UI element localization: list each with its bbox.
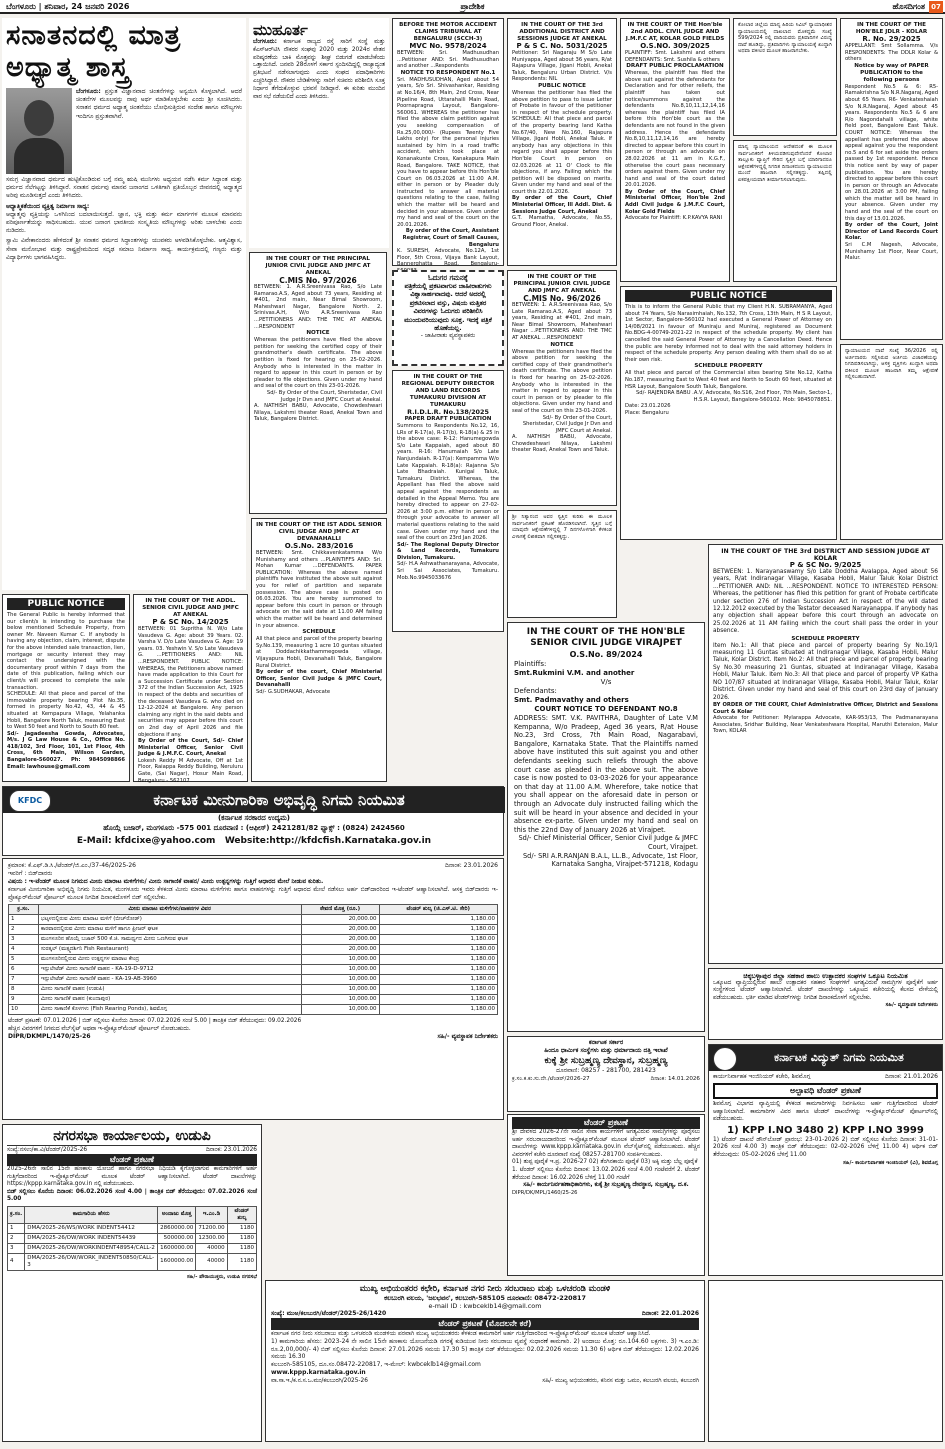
table-cell: 10,000.00 <box>301 1005 379 1015</box>
table-cell: ಭಟ್ಕಳದಲ್ಲಿರುವ ಮೀನು ಮಾರಾಟ ಮಳಿಗೆ (ಬೀಚ್‌ರೋಡ್) <box>38 915 301 925</box>
table-header-cell: ಅಂದಾಜು ಮೊತ್ತ <box>158 1206 196 1223</box>
notice-scc-anekal: IN THE COURT OF THE ADDL. SENIOR CIVIL JUDGE AND JMFC AT ANEKAL P & SC No. 14/2025 BETWEEN: 01 Supritha N. W/o Late Vasudeva G. Age: about 39 Years. 02. Varsha V. D/o Late Vasudeva G. Age: 19 years. 03. Yeshwin V. S/o Late Vasudeva G. ...PETITIONERS AND: NIL ...RESPONDENT. PUBLIC NOTICE: WHEREAS, the Petitioners above named have made application to this Court for a Succession Certificate under Section 372 of the Indian Succession Act, 1925 in respect of the debts and securities of the deceased Vasudeva G. who died on 12-12-2024 at Bangalore. Any person claiming any right in the said debts and securities may appear before this court on 2nd day of April 2026 and file objections if any. By Order of the Court, Sd/- Chief Ministerial Officer, Senior Civil Judge & J.M.F.C. Court, Anekal Lokesh Reddy M Advocate, Off at 1st Floor, Raiappa Reddy Building, Neruluru Gate, (Sai Nagar), Hosur Main Road, Bengaluru - 562107 <box>133 594 248 782</box>
kfdc-table-row <box>9 975 498 985</box>
temple-header: ಕರ್ನಾಟಕ ಸರ್ಕಾರ ಹಿಂದೂ ಧಾರ್ಮಿಕ ಸಂಸ್ಥೆಗಳು ಮತ್ತು ಧರ್ಮಾದಾಯ ದತ್ತಿ ಇಲಾಖೆ ಕುಕ್ಕೆ ಶ್ರೀ ಸುಬ್ರಹ್ಮಣ್ಯ ದೇವಸ್ಥಾನ, ಸುಬ್ರಹ್ಮಣ್ಯ ದೂರವಾಣಿ: 08257 - 281700, 281423 ಕ್ರ.ಸಂ.ಕ.ಕು.ಸು.ದೇ./ಟೆಂಡರ್/2026-27 ದಿನಾಂಕ: 14.01.2026 <box>507 1036 705 1112</box>
table-cell: 10,000.00 <box>301 965 379 975</box>
table-header-cell: ಟೆಂಡರ್ ಶುಲ್ಕ (ಜಿ.ಎಸ್.ಟಿ. ಸೇರಿ) <box>379 905 497 915</box>
table-cell: 1 <box>8 1223 25 1233</box>
paper-name: ಹೊಸದಿಗಂತ <box>892 2 925 11</box>
table-header-cell: ಕ್ರ.ಸಂ. <box>9 905 39 915</box>
kuwsdb-tender: ಮುಖ್ಯ ಅಭಿಯಂತರರ ಕಛೇರಿ, ಕರ್ನಾಟಕ ನಗರ ನೀರು ಸರಬರಾಜು ಮತ್ತು ಒಳಚರಂಡಿ ಮಂಡಳಿ ಕಲಬುರಗಿ ವಲಯ, 'ಜಲಭವನ', ಕಲಬುರಗಿ-585105 ದೂರವಾಣಿ: 08472-220817 e-mail ID : kwbceklb14@gmail.com ಸಂಖ್ಯೆ: ಮುಅ/ಕಲಬುರಗಿ/ಟೆಂಡರ್/2025-26/1420 ದಿನಾಂಕ: 22.01.2026 ಟೆಂಡರ್ ಪ್ರಕಟಣೆ (ಮೊದಲನೇ ಕರೆ) ಕರ್ನಾಟಕ ನಗರ ನೀರು ಸರಬರಾಜು ಮತ್ತು ಒಳಚರಂಡಿ ಮಂಡಳಿಯ ಪರವಾಗಿ ಮುಖ್ಯ ಅಭಿಯಂತರರು ಕೆಳಕಂಡ ಕಾಮಗಾರಿಗೆ ಅರ್ಹ ಗುತ್ತಿಗೆದಾರರಿಂದ ಇ-ಪ್ರೊಕ್ಯೂರ್‌ಮೆಂಟ್ ಮೂಲಕ ಟೆಂಡರ್ ಆಹ್ವಾನಿಸಿದೆ. 1) ಕಾಮಗಾರಿಯ ಹೆಸರು: 2023-24 ನೇ ಸಾಲಿನ 15ನೇ ಹಣಕಾಸು ಯೋಜನೆಯಡಿ ನಗರಕ್ಕೆ ಕುಡಿಯುವ ನೀರು ಸರಬರಾಜು ವ್ಯವಸ್ಥೆ ಸುಧಾರಣೆ ಕಾಮಗಾರಿ. 2) ಅಂದಾಜು ಮೊತ್ತ: ರೂ.104.60 ಲಕ್ಷಗಳು. 3) ಇ.ಎಂ.ಡಿ: ರೂ.2,00,000/- 4) ಬಿಡ್ ಸಲ್ಲಿಸಲು ಕೊನೆಯ ದಿನಾಂಕ: 27.01.2026 ಸಮಯ 17.30 5) ತಾಂತ್ರಿಕ ಬಿಡ್ ತೆರೆಯುವುದು: 02.02.2026 ಸಮಯ 11.30 6) ಆರ್ಥಿಕ ಬಿಡ್ ತೆರೆಯುವುದು: 12.02.2026 ಸಮಯ 16.30 ಕಲಬುರಗಿ-585105, ದೂ.ಸಂ.08472-220817, ಇ-ಮೇಲ್: kwbceklb14@gmail.com www.kppp.karnataka.gov.in ವಾ.ಸಾ.ಇ./ಕ.ನ.ಸ.ಒ.ಮಂ/ಕಲಬುರಗಿ/2025-26 ಸಹಿ/- ಮುಖ್ಯ ಅಭಿಯಂತರರು, ಕನಿನಸ ಮತ್ತು ಒಮಂ, ಕಲಬುರಗಿ ವಲಯ, ಕಲಬುರಗಿ <box>265 1280 705 1442</box>
table-cell: 1,180.00 <box>379 925 497 935</box>
table-cell: 1,180.00 <box>379 1005 497 1015</box>
table-cell: 8 <box>9 985 39 995</box>
kfdc-website[interactable]: Website:http://kfdcfish.Karnataka.gov.in <box>224 836 432 846</box>
table-cell: 1,180.00 <box>379 955 497 965</box>
table-cell: 10 <box>9 1005 39 1015</box>
table-cell: 1180 <box>227 1233 256 1243</box>
notice-virajpet: IN THE COURT OF THE HON'BLE SENIOR CIVIL JUDGE VIRAJPET O.S.No. 89/2024 Plaintiffs: Smt.Rukmini V.M. and another V/s Defendants: Smt. Padmavathy and others COURT NOTICE TO DEFENDANT NO.8 ADDRESS: SMT. V.K. PAVITHRA, Daughter of Late V.M Kempanna, W/o Pradeep, Aged 36 years, R/at House No.23, 3rd Cross, 7th Main Road, Nagarabavi, Bangalore, Karnataka State. That the Plaintiffs named above have instituted this suit against you and other defendants seeking such reliefs through the above court case as pleaded in the above suit. The above case is now posted to 03-03-2026 for your appearance on that day at 11.00 A.M. Wherefore, take notice that you shall appear on the aforesaid date in person or through an Advocate duly instructed failing which the suit will be heard in your absence and decided in your absence ex-parte. Given under my hand and seal on this the 22nd Day of January 2026 at Virajpet. Sd/- Chief Ministerial Officer, Senior Civil Judge & JMFC Court, Virajpet. Sd/- SRI A.R.RANJAN B.A.L, LL.B., Advocate, 1st Floor, Karnataka Sangha, Virajpet-571218, Kodagu <box>507 622 705 1032</box>
table-header-cell: ಇ.ಎಂ.ಡಿ <box>196 1206 227 1223</box>
table-cell: 40000 <box>196 1243 227 1253</box>
table-cell: 7 <box>9 975 39 985</box>
notice-cmis-97: IN THE COURT OF THE PRINCIPAL JUNIOR CIVIL JUDGE AND JMFC AT ANEKAL C.MIS No. 97/2026 BETWEEN: 1. A.R.Sreenivasa Rao, S/o Late Ramarao.A.S, Aged about 73 years, Residing at #401, 2nd main, Near Bimal Showroom, Maheshwari Nagar, Bangalore North. 2. Srinivas.A.H, W/o A.R.Sreenivasa Rao ...PETITIONERS AND: THE TMC AT ANEKAL ...RESPONDENT NOTICE Whereas the petitioners have filed the above petition for seeking the certified copy of their grandmother's death certificate. The above petition is fixed for hearing on 25-02-2026. Anybody who is interested in the matter in regard to appear in this court in person or by pleader to file objections. Given under my hand and seal of the court on this 23-01-2026. Sd/- By Order of the Court, Sheristedar, Civil Judge Jr Dvn and JMFC Court at Anekal. A. NATHISH BABU, Advocate, Chowdeshwari Nilaya, Lakshmi theater Road, Anekal Town and Taluk, Bangalore District. <box>249 252 387 514</box>
table-cell: 2 <box>9 925 39 935</box>
notice-gpa-cancellation: PUBLIC NOTICE This is to inform the General Public that my Client H.N. SUBRAMANYA, Aged about 74 Years, S/o Narasimhaiah, No.132, 7th Cross, 13th Main, H S R Layout, 1st Sector, Bangalore-560102 had executed a General Power of Attorney on 14/08/2021 in favour of Muniraju and Muniraj, registered as Document No.BDG-4-00749-2021-22 in respect of the schedule property. My client has cancelled the said General Power of Attorney by a Cancellation Deed. Hence the public are hereby informed not to deal with the said attorney holders in respect of the schedule property. Any person dealing with them shall do so at their own risk. SCHEDULE PROPERTY All that piece and parcel of the Commercial sites bearing Site No.12, Katha No.187, measuring East to West 40 feet and North to South 60 feet, situated at HSR Layout, Bangalore South Taluk, Bangalore. Sd/- RAJENDRA BABU .A.V, Advocate, No.S16, 2nd Floor, 7th Main, Sector-1, H.S.R. Layout, Bangalore-560102. Mob: 9845078851. Date: 23.01.2026 Place: Bengaluru <box>620 286 837 540</box>
table-cell: DMA/2025-26/OW/WORK_INDENT50850/CALL-3 <box>25 1253 158 1270</box>
table-cell: ಇನ್ಸುಲೇಟೆಡ್ ಮೀನು ಸಾಗಾಣಿಕೆ ವಾಹನ - KA-19-AB-3960 <box>38 975 301 985</box>
table-cell: 1,180.00 <box>379 935 497 945</box>
table-cell: 1180 <box>227 1243 256 1253</box>
kfdc-banner: KFDC ಕರ್ನಾಟಕ ಮೀನುಗಾರಿಕಾ ಅಭಿವೃದ್ಧಿ ನಿಗಮ ನಿಯಮಿತ <box>3 787 505 813</box>
table-cell: 1,180.00 <box>379 915 497 925</box>
kfdc-table-row <box>9 995 498 1005</box>
kpcl-logo-icon <box>713 1047 737 1071</box>
article-body-2: ಸಮಗ್ರ ವಿಜ್ಞಾನವಾದ ಧರ್ಮದ ಹುಟ್ಟಿಕೊಂಡಿರುವ ಬಗ್ಗೆ ನಮ್ಮ ಋಷಿ ಮುನಿಗಳು ಅಧ್ಯಯನ ನಡೆಸಿ ಕರ್ಮ ಸಿದ್ಧಾಂತ ಮತ್ತು ಧರ್ಮದ ನೆಲೆಗಟ್ಟನ್ನು ತಿಳಿಸಿದ್ದಾರೆ. ಸನಾತನ ಧರ್ಮವು ಮಾನವ ಜನಾಂಗದ ಒಳಿತಿಗಾಗಿ ಪ್ರತಿಯೊಬ್ಬರ ಜೀವನದಲ್ಲಿ ಅಧ್ಯಾತ್ಮದ ಅರಿವು ಮೂಡಿಸುತ್ತದೆ ಎಂದು ತಿಳಿಸಿದರು. <box>6 176 242 200</box>
table-cell: ಸುರತ್ಕಲ್ (ಮತ್ಸ್ಯದರ್ಶಿನಿ Fish Restaurant) <box>38 945 301 955</box>
kfdc-table-row <box>9 915 498 925</box>
nagarasabha-udupi: ನಗರಸಭಾ ಕಾರ್ಯಾಲಯ, ಉಡುಪಿ ಸಂಖ್ಯೆ:ನಸಉ/ಕಾ.ವಿ/ಟೆಂಡರ್/2025-26 ದಿನಾಂಕ: 23.01.2026 ಟೆಂಡರ್ ಪ್ರಕಟಣೆ 2025-26ನೇ ಸಾಲಿನ 15ನೇ ಹಣಕಾಸು ಯೋಜನೆ ಹಾಗೂ ನಗರಸಭಾ ನಿಧಿಯಡಿ ಕೈಗೊಳ್ಳಲಾಗುವ ಕಾಮಗಾರಿಗಳಿಗೆ ಅರ್ಹ ಗುತ್ತಿಗೆದಾರರಿಂದ ಇ-ಪ್ರೊಕ್ಯೂರ್‌ಮೆಂಟ್ ಮೂಲಕ ಟೆಂಡರ್ ಆಹ್ವಾನಿಸಲಾಗಿದೆ. ಟೆಂಡರ್ ದಾಖಲೆಗಳನ್ನು https://kppp.karnataka.gov.in ನಲ್ಲಿ ಪಡೆಯಬಹುದು. ಬಿಡ್ ಸಲ್ಲಿಸಲು ಕೊನೆಯ ದಿನಾಂಕ: 06.02.2026 ಸಂಜೆ 4.00 | ತಾಂತ್ರಿಕ ಬಿಡ್ ತೆರೆಯುವುದು: 07.02.2026 ಸಂಜೆ 5.00 ಕ್ರ.ಸಂ. ಕಾಮಗಾರಿಯ ಹೆಸರು ಅಂದಾಜು ಮೊತ್ತ ಇ.ಎಂ.ಡಿ ಟೆಂಡರ್ ಶುಲ್ಕ 1 DMA/2025-26/WS/WORK INDENT54412 2860000.00 71200.00 1180 2 DMA/2025-26/OW/WORK INDENT54439 500000.00 12300.00 1180 3 DMA/2025-26/OW/WORKINDENT48954/CALL-2 1600000.00 40000 1180 4 DMA/2025-26/OW/WORK_INDENT50850/CALL-3 1600000.00 40000 1180 ಸಹಿ/- ಪೌರಾಯುಕ್ತರು, ಉಡುಪಿ ನಗರಸಭೆ <box>2 1124 262 1442</box>
notice-cmis-96: IN THE COURT OF THE PRINCIPAL JUNIOR CIVIL JUDGE AND JMFC AT ANEKAL C.MIS No. 96/2026 BETWEEN: 1. A.R.Sreenivasa Rao, S/o Late Ramarao.A.S, Aged about 73 years, Residing at #401, 2nd main, Near Bimal Showroom, Maheshwari Nagar ...PETITIONERS AND: THE TMC AT ANEKAL ...RESPONDENT NOTICE Whereas the petitioners have filed the above petition for seeking the certified copy of their grandmother's death certificate. The above petition is fixed for hearing on 25-02-2026. Anybody who is interested in the matter in regard to appear in this court in person or by pleader to file objections. Given under my hand and seal of the court on this 23-01-2026. Sd/- By Order of the Court, Sheristedar, Civil Judge Jr Dvn and JMFC Court at Anekal. A. NATHISH BABU, Advocate, Chowdeshwari Nilaya, Lakshmi theater Road, Anekal Town and Taluk. <box>507 270 617 506</box>
bottom-right-filler <box>708 1280 943 1442</box>
table-cell: 1180 <box>227 1253 256 1270</box>
table-cell: 20,000.00 <box>301 945 379 955</box>
table-cell: 1,180.00 <box>379 945 497 955</box>
kfdc-table-row <box>9 955 498 965</box>
masthead-city-date: ಬೆಂಗಳೂರು | ಶನಿವಾರ, 24 ಜನವರಿ 2026 <box>6 2 130 11</box>
table-cell: DMA/2025-26/WS/WORK INDENT54412 <box>25 1223 158 1233</box>
kfdc-table-row <box>9 925 498 935</box>
kfdc-tender: ಕ್ರಮಾಂಕ: ಕೆ.ಎಫ್.ಡಿ.ಸಿ./ಟೆಂಡರ್/ಜಿ.ಎಂ./37-46/2025-26 ದಿನಾಂಕ: 23.01.2026 ಇವರಿಗೆ : ಬಿಡ್‌ದಾರರು ವಿಷಯ : ಇ-ಟೆಂಡರ್ ಮೂಲಕ ನಿಗಮದ ಮೀನು ಮಾರಾಟ ಮಳಿಗೆಗಳು/ ಮೀನು ಸಾಗಾಣಿಕೆ ವಾಹನ/ ಮೀನು ಉತ್ಪನ್ನಗಳನ್ನು ಗುತ್ತಿಗೆ ಆಧಾರದ ಮೇಲೆ ನೀಡುವ ಕುರಿತು. ಕರ್ನಾಟಕ ಮೀನುಗಾರಿಕಾ ಅಭಿವೃದ್ಧಿ ನಿಗಮ ನಿಯಮಿತ, ಮಂಗಳೂರು ಇವರು ಕೆಳಕಂಡ ಮೀನು ಮಾರಾಟ ಮಳಿಗೆಗಳು ಹಾಗೂ ವಾಹನಗಳನ್ನು ಗುತ್ತಿಗೆ ಆಧಾರದ ಮೇಲೆ ನಡೆಸಲು ಅರ್ಹ ಬಿಡ್‌ದಾರರಿಂದ ಇ-ಟೆಂಡರ್ ಆಹ್ವಾನಿಸಲಾಗಿದೆ. ಆಸಕ್ತ ಬಿಡ್‌ದಾರರು ಇ-ಪ್ರೊಕ್ಯೂರ್‌ಮೆಂಟ್ ಪೋರ್ಟಲ್ ಮೂಲಕ ನಿಗದಿತ ದಿನಾಂಕದೊಳಗೆ ಬಿಡ್ ಸಲ್ಲಿಸಬೇಕು. ಕ್ರ.ಸಂ. ಮೀನು ಮಾರಾಟ ಮಳಿಗೆಗಳು/ವಾಹನಗಳ ವಿವರ ಠೇವಣಿ ಮೊತ್ತ (ರೂ.) ಟೆಂಡರ್ ಶುಲ್ಕ (ಜಿ.ಎಸ್.ಟಿ. ಸೇರಿ) 1 ಭಟ್ಕಳದಲ್ಲಿರುವ ಮೀನು ಮಾರಾಟ ಮಳಿಗೆ (ಬೀಚ್‌ರೋಡ್) 20,000.00 1,180.00 2 ಕಾರವಾರದಲ್ಲಿರುವ ಮೀನು ಮಾರಾಟ ಮಳಿಗೆ ಹಾಗೂ ಫ್ರೀಜರ್ ಘಟಕ 20,000.00 1,180.00 3 ಮಂಗಳೂರಿನ ಹೊಯ್ಗೆ ಬಜಾರ್ 500 ಕೆ.ಜಿ. ಸಾಮರ್ಥ್ಯದ ಮೀನು ಒಣಗಿಸುವ ಘಟಕ 20,000.00 1,180.00 4 ಸುರತ್ಕಲ್ (ಮತ್ಸ್ಯದರ್ಶಿನಿ Fish Restaurant) 20,000.00 1,180.00 5 ಮಂಗಳೂರಿನಲ್ಲಿರುವ ಮೀನು ಉತ್ಪನ್ನಗಳ ಮಾರಾಟ ಕೇಂದ್ರ 10,000.00 1,180.00 6 ಇನ್ಸುಲೇಟೆಡ್ ಮೀನು ಸಾಗಾಣಿಕೆ ವಾಹನ - KA-19-D-9712 10,000.00 1,180.00 7 ಇನ್ಸುಲೇಟೆಡ್ ಮೀನು ಸಾಗಾಣಿಕೆ ವಾಹನ - KA-19-AB-3960 10,000.00 1,180.00 8 ಮೀನು ಸಾಗಾಣಿಕೆ ವಾಹನ (ಉಡುಪಿ) 10,000.00 1,180.00 9 ಮೀನು ಸಾಗಾಣಿಕೆ ವಾಹನ (ಕುಂದಾಪುರ) 10,000.00 1,180.00 10 ಮೀನು ಸಾಕಾಣಿಕೆ ಕೊಳಗಳು (Fish Rearing Ponds), ಶಿವಮೊಗ್ಗ 10,000.00 1,180.00 ಟೆಂಡರ್ ಪ್ರಕಟಣೆ: 07.01.2026 | ಬಿಡ್ ಸಲ್ಲಿಸಲು ಕೊನೆಯ ದಿನಾಂಕ: 07.02.2026 ಸಂಜೆ 5.00 | ತಾಂತ್ರಿಕ ಬಿಡ್ ತೆರೆಯುವುದು: 09.02.2026 ಹೆಚ್ಚಿನ ವಿವರಗಳಿಗೆ ನಿಗಮದ ವೆಬ್‌ಸೈಟ್ ಅಥವಾ ಇ-ಪ್ರೊಕ್ಯೂರ್‌ಮೆಂಟ್ ಪೋರ್ಟಲ್ ನೋಡಬಹುದು. DIPR/DKMPL/1470/25-26 ಸಹಿ/- ವ್ಯವಸ್ಥಾಪಕ ನಿರ್ದೇಶಕರು <box>2 858 504 1120</box>
notice-kolar-3rd-district: IN THE COURT OF THE 3rd DISTRICT AND SESSION JUDGE AT KOLAR P & SC No. 9/2025 BETWEEN: 1. Narayanaswamy S/o Late Doddha Avalappa, Aged about 56 years, R/at Indiranagar Village, Kasaba Hobli, Malur Taluk Kolar District ...PETITIONER AND: NIL ...RESPONDENT. NOTICE TO INTERESTED PERSON: Whereas, the petitioner has filed this petition for grant of Probate certificate under section 276 of Indian Succession Act in respect of the will dated 12.12.2012 executed by the Testator deceased Narayanappa. If anybody has any objection shall appear before this court through an advocate on 25.02.2026 at 11 AM failing which the court shall pass the order in your absence. SCHEDULE PROPERTY Item No.1: All that piece and parcel of property bearing Sy No.19/1 measuring 11 Guntas situated at Indiranagar Village, Kasaba Hobli, Malur Taluk, Kolar District. Item No.2: All that piece and parcel of property bearing Sy No.30 measuring 21 Guntas, situated at Indiranagar Village, Kasaba Hobli, Malur Taluk. Item No.3: All that piece and parcel of property VP Katha NO 107/87 situated at Indiranagar Village, Kasaba Hobli, Malur Taluk, Kolar District. Given under my hand and seal of this court on 23rd day of January 2026. BY ORDER OF THE COURT, Chief Administrative Officer, District and Sessions Court & Kolar Advocate for Petitioner: Mylarappa Advocate, KAR-953/13, The Padmanarayana Associates, Sridhar Building, Near Venkateshwara Hospital, Maruthi Extension, Malur Town, KOLAR <box>708 544 943 964</box>
table-cell: 1,180.00 <box>379 965 497 975</box>
table-cell: 4 <box>8 1253 25 1270</box>
article-body-1: ಪ್ರಸ್ತುತ ವಿಜ್ಞಾನವಾದ ಚಿಂತನೆಗಳನ್ನು ಅನ್ವಯಿಸಿ ಕೊಳ್ಳಲಾಗಿದೆ. ಆದರೆ ಚಿಂತನೆಗಳ ಮೂಲವನ್ನು ನಾವು ಅರ್ಥ ಮಾಡಿಕೊಳ್ಳಬೇಕು ಎಂದು ಶ್ರೀ ಸೂಚಿಸಿದರು. ಸನಾತನ ಧರ್ಮದ ಅಧ್ಯಾತ್ಮ ಚಿಂತನೆಯು ಬೋಧಿಸುತ್ತಿರುವ ಸಂದೇಶ ಹಾಗೂ ಮೌಲ್ಯಗಳು ಇಂದಿಗೂ ಪ್ರಸ್ತುತವಾಗಿವೆ. <box>76 88 242 120</box>
table-cell: 2 <box>8 1233 25 1243</box>
kfdc-table-row <box>9 945 498 955</box>
kfdc-table <box>8 904 498 1015</box>
kpcl-tender: ಕರ್ನಾಟಕ ವಿದ್ಯುತ್ ನಿಗಮ ನಿಯಮಿತ ಕಾರ್ಯನಿರ್ವಾಹಕ ಇಂಜಿನಿಯರ್ ಕಚೇರಿ, ಶಿವಮೊಗ್ಗ ದಿನಾಂಕ: 21.01.2026 ಅಲ್ಪಾವಧಿ ಟೆಂಡರ್ ಪ್ರಕಟಣೆ ಶಿವಮೊಗ್ಗ ವಿಭಾಗದ ವ್ಯಾಪ್ತಿಯಲ್ಲಿ ಕೆಳಕಂಡ ಕಾಮಗಾರಿಗಳನ್ನು ನಿರ್ವಹಿಸಲು ಅರ್ಹ ಗುತ್ತಿಗೆದಾರರಿಂದ ಟೆಂಡರ್ ಆಹ್ವಾನಿಸಲಾಗಿದೆ. ಕಾಮಗಾರಿಗಳ ವಿವರ ಹಾಗೂ ಟೆಂಡರ್ ದಾಖಲೆಗಳನ್ನು ಇ-ಪ್ರೊಕ್ಯೂರ್‌ಮೆಂಟ್ ಪೋರ್ಟಲ್‌ನಲ್ಲಿ ಪಡೆಯಬಹುದು. 1) KPP I.NO 3480 2) KPP I.NO 3999 1) ಟೆಂಡರ್ ದಾಖಲೆ ಡೌನ್‌ಲೋಡ್ ಪ್ರಾರಂಭ: 23-01-2026 2) ಬಿಡ್ ಸಲ್ಲಿಸಲು ಕೊನೆಯ ದಿನಾಂಕ: 31-01-2026 ಸಂಜೆ 4.00 3) ತಾಂತ್ರಿಕ ಬಿಡ್ ತೆರೆಯುವುದು: 02-02-2026 ಬೆಳಿಗ್ಗೆ 11.00 4) ಆರ್ಥಿಕ ಬಿಡ್ ತೆರೆಯುವುದು: 05-02-2026 ಬೆಳಿಗ್ಗೆ 11.00 ಸಹಿ/- ಕಾರ್ಯನಿರ್ವಾಹಕ ಇಂಜಿನಿಯರ್ (ವಿ), ಶಿವಮೊಗ್ಗ <box>708 1044 943 1276</box>
table-cell: 1,180.00 <box>379 995 497 1005</box>
article-subhead: ಆಧ್ಯಾತ್ಮಿಕತೆಯಿಂದ ವ್ಯಕ್ತಿತ್ವ ನಿರ್ಮಾಣ ಸಾಧ್ಯ: <box>6 202 90 210</box>
notice-devanahalli: IN THE COURT OF THE IST ADDL SENIOR CIVIL JUDGE AND JMFC AT DEVANAHALLI O.S.No. 283/2016 BETWEEN: Smt. Chikkavenkatamma W/o Munishamy and others ...PLAINTIFFS AND: Sri. Mohan Kumar ...DEFENDANTS. PAPER PUBLICATION: Whereas the above named plaintiffs have instituted the above suit against you for relief of partition and separate possession. The above case is posted on 06.03.2026. You are hereby summoned to appear before this court in person or through advocate on the said date at 11.00 AM failing which the matter will be heard and determined in your absence. SCHEDULE All that piece and parcel of the property bearing Sy.No.139, measuring 1 acre 10 guntas situated at Doddachikkathammegowda village, Vijayapura Hobli, Devanahalli Taluk, Bangalore Rural District. By order of the court, Chief Ministerial Officer, Senior Civil Judge & JMFC Court, Devanahalli Sd/- G.SUDHAKAR, Advocate <box>251 518 387 782</box>
notice-kolar-kannada-mid: ಮಾನ್ಯ ನ್ಯಾಯಾಲಯದ ಆದೇಶದಂತೆ ಈ ಮೂಲಕ ಸಾರ್ವಜನಿಕರಿಗೆ ತಿಳಿಯಪಡಿಸುವುದೇನೆಂದರೆ ಕೋಲಾರ ತಾಲ್ಲೂಕು ವ್ಯಾಪ್ತಿಗೆ ಸೇರಿದ ಸ್ವತ್ತಿನ ಬಗ್ಗೆ ಯಾರಿಗಾದರೂ ಆಕ್ಷೇಪಣೆಗಳಿದ್ದಲ್ಲಿ ನಿಗದಿತ ದಿನಾಂಕದಂದು ನ್ಯಾಯಾಲಯದ ಮುಂದೆ ಹಾಜರಾಗಿ ಸಲ್ಲಿಸತಕ್ಕದ್ದು. ತಪ್ಪಿದಲ್ಲಿ ಏಕಪಕ್ಷೀಯವಾಗಿ ತೀರ್ಮಾನಿಸಲಾಗುವುದು. <box>733 140 837 282</box>
table-header-cell: ಕ್ರ.ಸಂ. <box>8 1206 25 1223</box>
table-cell: 10,000.00 <box>301 995 379 1005</box>
main-article: ಸನಾತನದಲ್ಲಿ ಮಾತ್ರ ಅಧ್ಯಾತ್ಮ ಶಾಸ್ತ್ರ ಬೆಂಗಳೂರು: ಪ್ರಸ್ತುತ ವಿಜ್ಞಾನವಾದ ಚಿಂತನೆಗಳನ್ನು ಅನ್ವಯಿಸಿ ಕೊಳ್ಳಲಾಗಿದೆ. ಆದರೆ ಚಿಂತನೆಗಳ ಮೂಲವನ್ನು ನಾವು ಅರ್ಥ ಮಾಡಿಕೊಳ್ಳಬೇಕು ಎಂದು ಶ್ರೀ ಸೂಚಿಸಿದರು. ಸನಾತನ ಧರ್ಮದ ಅಧ್ಯಾತ್ಮ ಚಿಂತನೆಯು ಬೋಧಿಸುತ್ತಿರುವ ಸಂದೇಶ ಹಾಗೂ ಮೌಲ್ಯಗಳು ಇಂದಿಗೂ ಪ್ರಸ್ತುತವಾಗಿವೆ. ಸಮಗ್ರ ವಿಜ್ಞಾನವಾದ ಧರ್ಮದ ಹುಟ್ಟಿಕೊಂಡಿರುವ ಬಗ್ಗೆ ನಮ್ಮ ಋಷಿ ಮುನಿಗಳು ಅಧ್ಯಯನ ನಡೆಸಿ ಕರ್ಮ ಸಿದ್ಧಾಂತ ಮತ್ತು ಧರ್ಮದ ನೆಲೆಗಟ್ಟನ್ನು ತಿಳಿಸಿದ್ದಾರೆ. ಸನಾತನ ಧರ್ಮವು ಮಾನವ ಜನಾಂಗದ ಒಳಿತಿಗಾಗಿ ಪ್ರತಿಯೊಬ್ಬರ ಜೀವನದಲ್ಲಿ ಅಧ್ಯಾತ್ಮದ ಅರಿವು ಮೂಡಿಸುತ್ತದೆ ಎಂದು ತಿಳಿಸಿದರು. ಆಧ್ಯಾತ್ಮಿಕತೆಯಿಂದ ವ್ಯಕ್ತಿತ್ವ ನಿರ್ಮಾಣ ಸಾಧ್ಯ: ಆಧ್ಯಾತ್ಮವು ವ್ಯಕ್ತಿಯನ್ನು ಒಳಗಿನಿಂದ ಬದಲಾಯಿಸುತ್ತದೆ. ಜ್ಞಾನ, ಭಕ್ತಿ ಮತ್ತು ಕರ್ಮ ಮಾರ್ಗಗಳ ಮೂಲಕ ಮಾನವನು ಪರಿಪೂರ್ಣತೆಯನ್ನು ಸಾಧಿಸಬಹುದು. ಯುವ ಜನಾಂಗ ಭಾರತೀಯ ಸಂಸ್ಕೃತಿಯ ಮೌಲ್ಯಗಳನ್ನು ಅರಿತು ಬಾಳಬೇಕು ಎಂದು ನುಡಿದರು. ಸ್ವಾಮಿ ವಿವೇಕಾನಂದರು ಹೇಳಿದಂತೆ ಶ್ರೀ ಸನಾತನ ಧರ್ಮದ ಸಿದ್ಧಾಂತಗಳನ್ನು ಯುವಕರು ಅಳವಡಿಸಿಕೊಳ್ಳಬೇಕು. ಆತ್ಮವಿಶ್ವಾಸ, ಸೇವಾ ಮನೋಭಾವ ಮತ್ತು ರಾಷ್ಟ್ರಪ್ರೇಮದಿಂದ ಸದೃಢ ಸಮಾಜ ನಿರ್ಮಾಣ ಸಾಧ್ಯ. ಕಾರ್ಯಕ್ರಮದಲ್ಲಿ ಗಣ್ಯರು ಮತ್ತು ವಿದ್ಯಾರ್ಥಿಗಳು ಭಾಗವಹಿಸಿದ್ದರು. <box>2 18 246 590</box>
kwb-website[interactable]: www.kppp.karnataka.gov.in <box>271 1368 366 1376</box>
table-cell: 2860000.00 <box>158 1223 196 1233</box>
kfdc-email[interactable]: E-Mail: kfdcixe@yahoo.com <box>76 836 216 846</box>
nagarasabha-table-row <box>8 1243 257 1253</box>
table-cell: ಕಾರವಾರದಲ್ಲಿರುವ ಮೀನು ಮಾರಾಟ ಮಳಿಗೆ ಹಾಗೂ ಫ್ರೀಜರ್ ಘಟಕ <box>38 925 301 935</box>
table-cell: ಇನ್ಸುಲೇಟೆಡ್ ಮೀನು ಸಾಗಾಣಿಕೆ ವಾಹನ - KA-19-D-9712 <box>38 965 301 975</box>
table-cell: 40000 <box>196 1253 227 1270</box>
notice-jdlr-kolar: IN THE COURT OF THE HON'BLE JDLR - KOLAR R. No. 29/2025 APPELLANT: Smt Sollamma. V/s RESPONDENTS: The DDLR Kolar & others Notice by way of PAPER PUBLICATION to the following persons Respondent No.5 & 6: R5- Ramakrishna S/o N.R.Nagaraj, Aged about 65 Years. R6- Venkateshaiah S/o N.R.Nagaraj, Aged about 45 years. Respondents No.5 & 6 are R/o Nagondahalli village, white field post, Bangalore East Taluk. COURT NOTICE: Whereas the appellant has preferred the above appeal against you the respondent no.5 and 6 for set aside the orders passed by 1st respondent. Hence this notice sent by way of paper publication. You are hereby directed to appear before this court in person or through an Advocate on 28.01.2026 at 3.00 PM, failing which the matter will be heard in your absence. Given under my hand and the seal of the court on this day of 13.01.2026. By order of the Court, Joint Director of Land Records Court Kolar. Sri C.M Nagesh, Advocate, Munishamy 1st Floor, Near Court, Malur. <box>840 18 943 340</box>
table-cell: 3 <box>8 1243 25 1253</box>
article-body-3: ಆಧ್ಯಾತ್ಮವು ವ್ಯಕ್ತಿಯನ್ನು ಒಳಗಿನಿಂದ ಬದಲಾಯಿಸುತ್ತದೆ. ಜ್ಞಾನ, ಭಕ್ತಿ ಮತ್ತು ಕರ್ಮ ಮಾರ್ಗಗಳ ಮೂಲಕ ಮಾನವನು ಪರಿಪೂರ್ಣತೆಯನ್ನು ಸಾಧಿಸಬಹುದು. ಯುವ ಜನಾಂಗ ಭಾರತೀಯ ಸಂಸ್ಕೃತಿಯ ಮೌಲ್ಯಗಳನ್ನು ಅರಿತು ಬಾಳಬೇಕು ಎಂದು ನುಡಿದರು. <box>6 210 242 235</box>
table-cell: 1 <box>9 915 39 925</box>
table-cell: 1600000.00 <box>158 1253 196 1270</box>
reader-notice-box: ಓದುಗರ ಗಮನಕ್ಕೆ ಪತ್ರಿಕೆಯಲ್ಲಿ ಪ್ರಕಟವಾಗುವ ಜಾಹೀರಾತುಗಳು ವಿಶ್ವಾಸಾರ್ಹವಾದವು. ಆದರೆ ಅದರಲ್ಲಿ ಪ್ರಕಟಿಸಲಾದ ವಸ್ತು, ವಿಷಯ ಮತ್ತಿತರ ವಿವರಗಳನ್ನು ಓದುಗರು ಪರಿಶೀಲಿಸಿ ಮುಂದುವರಿಯುವುದು ಸೂಕ್ತ. ಇದಕ್ಕೆ ಪತ್ರಿಕೆ ಹೊಣೆಯಲ್ಲ. - ಜಾಹೀರಾತು ವ್ಯವಸ್ಥಾಪಕರು <box>392 270 504 366</box>
table-cell: ಮಂಗಳೂರಿನ ಹೊಯ್ಗೆ ಬಜಾರ್ 500 ಕೆ.ಜಿ. ಸಾಮರ್ಥ್ಯದ ಮೀನು ಒಣಗಿಸುವ ಘಟಕ <box>38 935 301 945</box>
table-cell: 20,000.00 <box>301 935 379 945</box>
table-cell: 20,000.00 <box>301 915 379 925</box>
table-cell: 500000.00 <box>158 1233 196 1243</box>
masthead <box>0 0 945 14</box>
article-body-4: ಸ್ವಾಮಿ ವಿವೇಕಾನಂದರು ಹೇಳಿದಂತೆ ಶ್ರೀ ಸನಾತನ ಧರ್ಮದ ಸಿದ್ಧಾಂತಗಳನ್ನು ಯುವಕರು ಅಳವಡಿಸಿಕೊಳ್ಳಬೇಕು. ಆತ್ಮವಿಶ್ವಾಸ, ಸೇವಾ ಮನೋಭಾವ ಮತ್ತು ರಾಷ್ಟ್ರಪ್ರೇಮದಿಂದ ಸದೃಢ ಸಮಾಜ ನಿರ್ಮಾಣ ಸಾಧ್ಯ. ಕಾರ್ಯಕ್ರಮದಲ್ಲಿ ಗಣ್ಯರು ಮತ್ತು ವಿದ್ಯಾರ್ಥಿಗಳು ಭಾಗವಹಿಸಿದ್ದರು. <box>6 237 242 261</box>
nagarasabha-table-row <box>8 1253 257 1270</box>
table-cell: 6 <box>9 965 39 975</box>
table-header-cell: ಕಾಮಗಾರಿಯ ಹೆಸರು <box>25 1206 158 1223</box>
table-cell: 20,000.00 <box>301 925 379 935</box>
table-cell: ಮಂಗಳೂರಿನಲ್ಲಿರುವ ಮೀನು ಉತ್ಪನ್ನಗಳ ಮಾರಾಟ ಕೇಂದ್ರ <box>38 955 301 965</box>
notice-ddlr-tumakuru: IN THE COURT OF THE REGIONAL DEPUTY DIRECTOR AND LAND RECORDS TUMAKURU DIVISION AT TUMAKURU R.I.D.L.R. No.138/2025 PAPER DRAFT PUBLICATION Summons to Respondents No.12, 16, LRs of R-17(a), R-17(b), R-18(a) & 25 in the above case: R-12: Hanumegowda S/o Late Kappaiah, aged about 80 years. R-16: Hanumaiah S/o Late Nanjundaiah. R-17(a): Kempamma W/o Late Kappaiah. R-18(a): Rajanna S/o Late Bhadraiah. Kunigal Taluk, Tumakuru District. Whereas, the Appellant has filed the above said appeal against the respondents as detailed in the Appeal Memo. You are hereby directed to appear on 27-02-2026 at 3:00 p.m. either in person or through your advocate to answer all material questions relating to the said case. Given under my hand and the seal of the court on 23rd Jan 2026. Sd/- The Regional Deputy Director & Land Records, Tumakuru Division, Tumakuru. Sd/- H.A Ashwathanarayana, Advocate, Sri Sai Associates, Tumakuru. Mob.No.9945033676 <box>392 370 504 632</box>
table-cell: ಮೀನು ಸಾಗಾಣಿಕೆ ವಾಹನ (ಉಡುಪಿ) <box>38 985 301 995</box>
notice-public-left: PUBLIC NOTICE The General Public is hereby informed that our client/s is intending to purchase the below mentioned Schedule Property, from owner Mr. Naveen Kumar C. If anybody is having any objection, claim, interest, dispute for the above intended sale transaction, lien, mortgage or security interest they may contact the undersigned with the documentary proof within 7 days from the date of this publication, failing which our client/s will proceed to complete the sale transaction. SCHEDULE: All that piece and parcel of the immovable property bearing Plot No.35, formed in property No.42, 43, 44 & 45 situated at Kempapura Village, Yelahanka Hobli, Bangalore North Taluk, measuring East to West 50 feet and North to South 80 feet. Sd/- Jagadeesha Gowda, Advocates, M/s. J G Law House & Co., Office No. 418/102, 3rd Floor, 101, 1st Floor, 4th Cross, 6th Main, Wilson Garden, Bangalore-560027. Ph: 9845098866 Email: lawhouse@gmail.com <box>2 594 130 782</box>
notice-mact: BEFORE THE MOTOR ACCIDENT CLAIMS TRIBUNAL AT BENGALURU (SCCH-3) MVC No. 9578/2024 BETWEEN: Sri. Madhusudhan ...Petitioner AND: Sri. Madhusudhan and another ...Respondents NOTICE TO RESPONDENT No.1 Sri. MADHUSUDHAN, Aged about 54 years, S/o Sri. Shivashankar, Residing at No.16/4, 8th Main, 2nd Cross, Near Pipeline Road, Uttarahalli Main Road, Poornapragna Layout, Bangalore-560061. WHEREAS the petitioner has filed the above claim petition against you seeking compensation of Rs.25,00,000/- (Rupees Twenty Five Lakhs only) for the personal injuries sustained by him in a road traffic accident, which took place at Konanakunte Cross, Kanakapura Main Road, Bangalore. TAKE NOTICE, that you have to appear before this Hon'ble Court on 06.03.2026 at 11:00 A.M. either in person or by Pleader duly instructed to answer all material questions relating to the case, failing which the matter will be heard and decided in your absence. Given under my hand and seal of the court on the 20.01.2026. By order of the Court, Assistant Registrar, Court of Small Causes, Bengaluru K. SURESH, Advocate, No.12A, 1st Floor, 5th Cross, Vijaya Bank Layout, Bannerghatta Road, Bengaluru- <box>392 18 504 266</box>
table-cell: 9 <box>9 995 39 1005</box>
table-cell: 1600000.00 <box>158 1243 196 1253</box>
kfdc-logo: KFDC <box>9 790 51 812</box>
table-cell: 5 <box>9 955 39 965</box>
notice-kolar-kannada-top: ಕೋಲಾರ ಜಿಲ್ಲೆಯ ಮಾನ್ಯ ಹಿರಿಯ ಸಿವಿಲ್ ನ್ಯಾಯಾಧೀಶರ ನ್ಯಾಯಾಲಯದಲ್ಲಿ ದಾಖಲಾದ ಮೊಕದ್ದಮೆ ಸಂಖ್ಯೆ 599/2024 ರಲ್ಲಿ ವಾದಿಯವರು ಪ್ರತಿವಾದಿಗಳ ವಿರುದ್ಧ ದಾವೆ ಹೂಡಿದ್ದು, ಪ್ರತಿವಾದಿಗಳು ನ್ಯಾಯಾಲಯಕ್ಕೆ ಖುದ್ದಾಗಿ ಅಥವಾ ವಕೀಲರ ಮೂಲಕ ಹಾಜರಾಗಬೇಕು. <box>733 18 837 136</box>
nagarasabha-table-row <box>8 1233 257 1243</box>
notice-anekal-psc: IN THE COURT OF THE 3rd ADDITIONAL DISTRICT AND SESSIONS JUDGE AT ANEKAL P & S C. No. 5031/2025 Petitioner: Sri Nagaraju M S/o Late Muniyappa, Aged about 36 years, R/at Rajapura Village, Jigani Hobli, Anekal Taluk, Bengaluru Urban District. V/s Respondents: NIL PUBLIC NOTICE Whereas the petitioner has filed the above petition to pass to issue Letter of Probate in favour of the petitioner in respect of the schedule property. SCHEDULE: All that piece and parcel of the property bearing land Katha No.67/40, New No.160, Rajapura Village, Jigani Hobli, Anekal Taluk. If anybody has any objections in this regard you shall appear before this Hon'ble Court in person on 02.03.2026 at 11 O' Clock to file objections, if any. Failing which the petition will be disposed on merits. Given under my hand and seal of the court this 22.01.2026. By order of the Court, Chief Ministerial Officer, Ill Addl. Dist. & Sessions Judge Court, Anekal G.T. Mamatha, Advocate, No.55, Ground Floor, Anekal. <box>507 18 617 266</box>
table-header-cell: ಟೆಂಡರ್ ಶುಲ್ಕ <box>227 1206 256 1223</box>
muhurta-body: ಕರ್ನಾಟಕ ರಾಜ್ಯದ ರಸ್ತೆ ಸಾರಿಗೆ ಸಂಸ್ಥೆ ಮತ್ತು ಕೆಎಸ್‌ಆರ್‌ಟಿಸಿ ನೌಕರರ ಸಂಘವು 2020 ಮತ್ತು 2024ರ ವೇತನ ಪರಿಷ್ಕರಣೆಯ ಬಾಕಿ ಮೊತ್ತವನ್ನು ಶೀಘ್ರ ಬಿಡುಗಡೆ ಮಾಡಬೇಕೆಂದು ಒತ್ತಾಯಿಸಿದೆ. ಜನವರಿ 28ರೊಳಗೆ ಸರ್ಕಾರ ಸ್ಪಂದಿಸದಿದ್ದಲ್ಲಿ ರಾಜ್ಯಾದ್ಯಂತ ಪ್ರತಿಭಟನೆ ನಡೆಸಲಾಗುವುದು ಎಂದು ಸಂಘದ ಪದಾಧಿಕಾರಿಗಳು ಎಚ್ಚರಿಸಿದ್ದಾರೆ. ನೌಕರರ ಬೇಡಿಕೆಗಳನ್ನು ಸಾರಿಗೆ ಸಚಿವರು ಪರಿಶೀಲಿಸಿ ಸೂಕ್ತ ನಿರ್ಧಾರ ತೆಗೆದುಕೊಳ್ಳುವ ಭರವಸೆ ನೀಡಿದ್ದಾರೆ. ಈ ಕುರಿತು ಮುಂದಿನ ವಾರ ಸಭೆ ನಡೆಯಲಿದೆ ಎಂದು ತಿಳಿಸಿದರು. <box>253 39 385 100</box>
table-cell: ಮೀನು ಸಾಕಾಣಿಕೆ ಕೊಳಗಳು (Fish Rearing Ponds), ಶಿವಮೊಗ್ಗ <box>38 1005 301 1015</box>
table-cell: DMA/2025-26/OW/WORKINDENT48954/CALL-2 <box>25 1243 158 1253</box>
muhurta-title: ಮುಹೂರ್ತ <box>253 21 308 39</box>
table-cell: 1180 <box>227 1223 256 1233</box>
article-headline: ಸನಾತನದಲ್ಲಿ ಮಾತ್ರ ಅಧ್ಯಾತ್ಮ ಶಾಸ್ತ್ರ <box>6 20 182 83</box>
kfdc-header: KFDC ಕರ್ನಾಟಕ ಮೀನುಗಾರಿಕಾ ಅಭಿವೃದ್ಧಿ ನಿಗಮ ನಿಯಮಿತ (ಕರ್ನಾಟಕ ಸರಕಾರದ ಉದ್ಯಮ) ಹೊಯ್ಗೆ ಬಜಾರ್, ಮಂಗಳೂರು -575 001 ದೂರವಾಣಿ : (ಆಫೀಸ್) 2421281/82 ಫ್ಯಾಕ್ಸ್ : (0824) 2424560 E-Mail: kfdcixe@yahoo.com Website:http://kfdcfish.Karnataka.gov.in <box>2 786 504 856</box>
kwb-email[interactable]: e-mail ID : kwbceklb14@gmail.com <box>428 1302 542 1310</box>
muhurta-article: ಮುಹೂರ್ತ ಬೆಂಗಳೂರು: ಕರ್ನಾಟಕ ರಾಜ್ಯದ ರಸ್ತೆ ಸಾರಿಗೆ ಸಂಸ್ಥೆ ಮತ್ತು ಕೆಎಸ್‌ಆರ್‌ಟಿಸಿ ನೌಕರರ ಸಂಘವು 2020 ಮತ್ತು 2024ರ ವೇತನ ಪರಿಷ್ಕರಣೆಯ ಬಾಕಿ ಮೊತ್ತವನ್ನು ಶೀಘ್ರ ಬಿಡುಗಡೆ ಮಾಡಬೇಕೆಂದು ಒತ್ತಾಯಿಸಿದೆ. ಜನವರಿ 28ರೊಳಗೆ ಸರ್ಕಾರ ಸ್ಪಂದಿಸದಿದ್ದಲ್ಲಿ ರಾಜ್ಯಾದ್ಯಂತ ಪ್ರತಿಭಟನೆ ನಡೆಸಲಾಗುವುದು ಎಂದು ಸಂಘದ ಪದಾಧಿಕಾರಿಗಳು ಎಚ್ಚರಿಸಿದ್ದಾರೆ. ನೌಕರರ ಬೇಡಿಕೆಗಳನ್ನು ಸಾರಿಗೆ ಸಚಿವರು ಪರಿಶೀಲಿಸಿ ಸೂಕ್ತ ನಿರ್ಧಾರ ತೆಗೆದುಕೊಳ್ಳುವ ಭರವಸೆ ನೀಡಿದ್ದಾರೆ. ಈ ಕುರಿತು ಮುಂದಿನ ವಾರ ಸಭೆ ನಡೆಯಲಿದೆ ಎಂದು ತಿಳಿಸಿದರು. <box>249 18 389 248</box>
milk-union-notice: ಚಿಕ್ಕಬಳ್ಳಾಪುರ ಜಿಲ್ಲಾ ಸಹಕಾರ ಹಾಲು ಉತ್ಪಾದಕರ ಸಂಘಗಳ ಒಕ್ಕೂಟ ನಿಯಮಿತ ಒಕ್ಕೂಟದ ವ್ಯಾಪ್ತಿಯಲ್ಲಿರುವ ಹಾಲು ಉತ್ಪಾದಕರ ಸಹಕಾರ ಸಂಘಗಳಿಗೆ ಅಗತ್ಯವಿರುವ ಸಾಮಗ್ರಿಗಳ ಪೂರೈಕೆಗೆ ಅರ್ಹ ಸಂಸ್ಥೆಗಳಿಂದ ಟೆಂಡರ್ ಆಹ್ವಾನಿಸಲಾಗಿದೆ. ಟೆಂಡರ್ ದಾಖಲೆಗಳನ್ನು ಒಕ್ಕೂಟದ ಕಚೇರಿಯಲ್ಲಿ ಕೆಲಸದ ವೇಳೆಯಲ್ಲಿ ಪಡೆಯಬಹುದು. ಭರ್ತಿ ಮಾಡಿದ ಟೆಂಡರ್‌ಗಳನ್ನು ನಿಗದಿತ ದಿನಾಂಕದೊಳಗೆ ಸಲ್ಲಿಸಬೇಕು. ಸಹಿ/- ವ್ಯವಸ್ಥಾಪಕ ನಿರ್ದೇಶಕರು <box>708 968 943 1040</box>
table-cell: 12300.00 <box>196 1233 227 1243</box>
kfdc-table-row <box>9 935 498 945</box>
table-cell: 10,000.00 <box>301 985 379 995</box>
table-header-cell: ಠೇವಣಿ ಮೊತ್ತ (ರೂ.) <box>301 905 379 915</box>
table-cell: 71200.00 <box>196 1223 227 1233</box>
notice-kolar-tdr-kannada: ನ್ಯಾಯಾಲಯದ ದಾವೆ ಸಂಖ್ಯೆ 36/2026 ರಲ್ಲಿ ಅರ್ಜಿದಾರರು ಸಲ್ಲಿಸಿರುವ ಅರ್ಜಿಯ ವಿಚಾರಣೆಯನ್ನು ನಿಗದಿಪಡಿಸಲಾಗಿದ್ದು, ಆಸಕ್ತ ವ್ಯಕ್ತಿಗಳು ಖುದ್ದಾಗಿ ಅಥವಾ ವಕೀಲರ ಮೂಲಕ ಹಾಜರಾಗಿ ತಮ್ಮ ಆಕ್ಷೇಪಣೆ ಸಲ್ಲಿಸಬಹುದಾಗಿದೆ. <box>840 344 943 540</box>
table-cell: 10,000.00 <box>301 955 379 965</box>
table-cell: 4 <box>9 945 39 955</box>
page-number: 07 <box>929 1 943 13</box>
table-cell: 1,180.00 <box>379 985 497 995</box>
table-cell: ಮೀನು ಸಾಗಾಣಿಕೆ ವಾಹನ (ಕುಂದಾಪುರ) <box>38 995 301 1005</box>
kpcl-banner: ಕರ್ನಾಟಕ ವಿದ್ಯುತ್ ನಿಗಮ ನಿಯಮಿತ <box>709 1045 942 1071</box>
table-cell: 3 <box>9 935 39 945</box>
notice-nithyananda: ಶ್ರೀ ನಿತ್ಯಾನಂದ ಅವರ ಸ್ವತ್ತಿನ ಕುರಿತು ಈ ಮೂಲಕ ಸಾರ್ವಜನಿಕರಿಗೆ ಪ್ರಕಟಣೆ ಹೊರಡಿಸಲಾಗಿದೆ. ಸ್ವತ್ತಿನ ಬಗ್ಗೆ ಯಾವುದೇ ಆಕ್ಷೇಪಣೆಗಳಿದ್ದಲ್ಲಿ 7 ದಿನಗಳೊಳಗಾಗಿ ಕೆಳಕಂಡ ವಿಳಾಸಕ್ಕೆ ಲಿಖಿತವಾಗಿ ಸಲ್ಲಿಸತಕ್ಕದ್ದು. <box>507 510 617 618</box>
nagarasabha-table <box>7 1206 257 1271</box>
table-header-cell: ಮೀನು ಮಾರಾಟ ಮಳಿಗೆಗಳು/ವಾಹನಗಳ ವಿವರ <box>38 905 301 915</box>
kfdc-table-row <box>9 965 498 975</box>
kfdc-table-row <box>9 985 498 995</box>
nagarasabha-table-row <box>8 1223 257 1233</box>
table-cell: 1,180.00 <box>379 975 497 985</box>
section-name: ಪ್ರಾದೇಶಿಕ <box>460 2 485 11</box>
table-cell: 10,000.00 <box>301 975 379 985</box>
notice-kgf: IN THE COURT OF THE Hon'ble 2nd ADDL. CIVIL JUDGE AND J.M.F.C AT, KOLAR GOLD FIELDS O.S.NO. 309/2025 PLAINTIFF: Smt. Lakshmi and others DEFENDANTS: Smt. Sushila & others DRAFT PUBLIC PROCLAMATION Whereas, the plaintiff has filed the above suit against the defendants for Declaration and for other reliefs, the plaintiff has taken out notice/summons against the defendants No.8,10,11,12,14,16 whereas the plaintiff has filed IA before this Hon'ble court as the defendants are not found in the given address. Hence the defendants No.8,10,11,12,14,16 are hereby directed to appear before this court in person or through an advocate on 28.02.2026 at 11 am in K.G.F., otherwise the court pass necessary orders against them. Given under my hand and seal of the court dated 20.01.2026. By Order of the Court, Chief Ministerial Officer, Hon'ble 2nd Addl Civil Judge & J.M.F.C Court, Kolar Gold Fields Advocate for Plaintiff: K.P.KAVYA RANI <box>620 18 730 282</box>
temple-tender: ಟೆಂಡರ್ ಪ್ರಕಟಣೆ ಶ್ರೀ ದೇವಳದ 2026-27ನೇ ಸಾಲಿನ ಸೇವಾ ಕಾರ್ಯಗಳಿಗೆ ಅಗತ್ಯವಿರುವ ಸಾಮಗ್ರಿಗಳನ್ನು ಪೂರೈಸಲು ಅರ್ಹ ಸರಬರಾಜುದಾರರಿಂದ ಇ-ಪ್ರೊಕ್ಯೂರ್‌ಮೆಂಟ್ ಮೂಲಕ ಟೆಂಡರ್ ಆಹ್ವಾನಿಸಲಾಗಿದೆ. ಟೆಂಡರ್ ದಾಖಲೆಗಳನ್ನು www.kppp.karnataka.gov.in ವೆಬ್‌ಸೈಟ್‌ನಲ್ಲಿ ಪಡೆಯಬಹುದು. ಹೆಚ್ಚಿನ ವಿವರಗಳಿಗೆ ಕಚೇರಿ ದೂರವಾಣಿ ಸಂಖ್ಯೆ 08257-281700 ಸಂಪರ್ಕಿಸಬಹುದು. 01) ತುಪ್ಪ ಪೂರೈಕೆ ಇ.ಪ್ರ. 2026-27 02) ತೆಂಗಿನಕಾಯಿ ಪೂರೈಕೆ 03) ಅಕ್ಕಿ ಮತ್ತು ಬೆಲ್ಲ ಪೂರೈಕೆ 1. ಟೆಂಡರ್ ಸಲ್ಲಿಸಲು ಕೊನೆಯ ದಿನಾಂಕ: 13.02.2026 ಸಂಜೆ 4.00 ಗಂಟೆವರೆಗೆ 2. ಟೆಂಡರ್ ತೆರೆಯುವ ದಿನಾಂಕ: 16.02.2026 ಬೆಳಿಗ್ಗೆ 11.00 ಗಂಟೆಗೆ ಸಹಿ/- ಕಾರ್ಯನಿರ್ವಹಣಾಧಿಕಾರಿಗಳು, ಕುಕ್ಕೆ ಶ್ರೀ ಸುಬ್ರಹ್ಮಣ್ಯ ದೇವಸ್ಥಾನ, ಸುಬ್ರಹ್ಮಣ್ಯ, ದ.ಕ. DIPR/DK/MPL/1460/25-26 <box>507 1114 705 1276</box>
kfdc-table-row <box>9 1005 498 1015</box>
article-photo <box>6 88 72 174</box>
table-cell: DMA/2025-26/OW/WORK INDENT54439 <box>25 1233 158 1243</box>
